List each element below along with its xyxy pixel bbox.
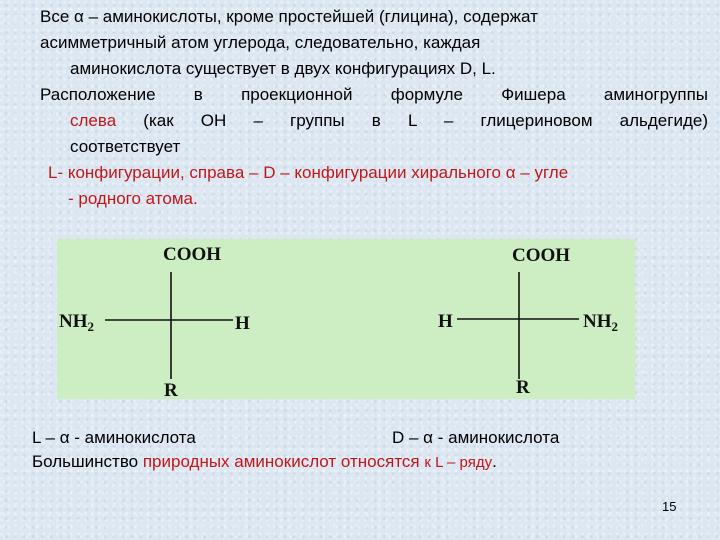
- d-group-cooh: COOH: [512, 245, 571, 266]
- summary-part-4: .: [492, 452, 497, 471]
- l-group-cooh: COOH: [163, 244, 222, 265]
- fischer-line-1: Расположение в проекционной формуле Фишера аминогруппы: [40, 85, 708, 104]
- fischer-projections-panel: [57, 239, 635, 399]
- fischer-l-amino-acid: [59, 244, 250, 399]
- paragraph-configuration: [48, 160, 710, 212]
- intro-line-3: аминокислота существует в двух конфигурациях D, L.: [70, 59, 496, 78]
- summary-part-3: к L – ряду: [424, 454, 493, 471]
- fischer-line-2-rest: (как ОН – группы в L – глицериновом альдегиде): [116, 111, 708, 130]
- summary-part-2: природных аминокислот относятся: [142, 452, 425, 471]
- summary-line: [32, 452, 712, 472]
- l-group-h: H: [235, 313, 250, 334]
- d-group-h: H: [438, 311, 453, 332]
- paragraph-fischer: [40, 82, 708, 160]
- d-group-amino: $NH_2$: [583, 311, 618, 334]
- fischer-projections-diagram: [57, 239, 635, 399]
- fischer-d-amino-acid: [438, 245, 618, 398]
- l-group-amino: $NH_2$: [59, 311, 94, 334]
- config-line-1: L- конфигурации, справа – D – конфигурации хирального α – угле: [48, 163, 569, 182]
- caption-d-amino-acid: D – α - аминокислота: [392, 428, 560, 447]
- word-left: слева: [70, 111, 117, 130]
- summary-part-1: Большинство: [32, 452, 143, 471]
- page-number: 15: [662, 499, 677, 514]
- fischer-line-2: [40, 108, 708, 134]
- caption-l-amino-acid: L – α - аминокислота: [32, 428, 196, 447]
- d-group-r: R: [516, 377, 530, 398]
- intro-line-1: Все α – аминокислоты, кроме простейшей (глицина), содержат: [40, 7, 538, 26]
- intro-line-2: асимметричный атом углерода, следовательно, каждая: [40, 33, 481, 52]
- paragraph-intro: [40, 4, 710, 82]
- l-group-r: R: [164, 380, 178, 399]
- fischer-line-3: соответствует: [70, 137, 181, 156]
- config-line-2: - родного атома.: [68, 189, 198, 208]
